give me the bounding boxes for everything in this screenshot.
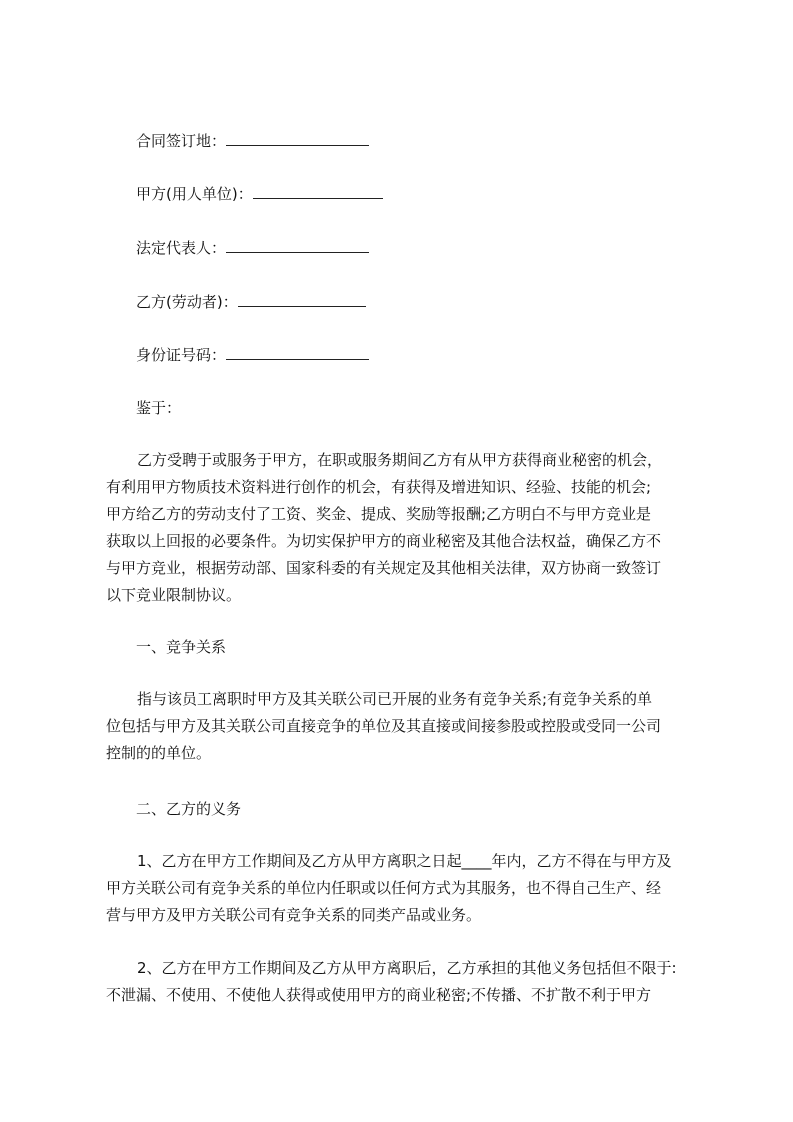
section-2-item-1 [106,848,706,929]
section-2-item-1-line: 1、乙方在甲方工作期间及乙方从甲方离职之日起____年内，乙方不得在与甲方及 [137,852,672,870]
section-1-line: 指与该员工离职时甲方及其关联公司已开展的业务有竞争关系;有竞争关系的单 [137,690,653,708]
signing-place-label: 合同签订地： [136,132,227,150]
intro-line: 以下竞业限制协议。 [106,586,242,604]
section-1-title: 一、竞争关系 [136,638,227,656]
section-2-item-1-line: 甲方关联公司有竞争关系的单位内任职或以任何方式为其服务，也不得自己生产、经 [106,879,662,897]
intro-line: 获取以上回报的必要条件。为切实保护甲方的商业秘密及其他合法权益，确保乙方不 [106,532,662,550]
party-a-field [136,184,383,204]
party-b-label: 乙方(劳动者)： [136,293,238,311]
id-number-label: 身份证号码： [136,346,227,364]
section-2-item-1-line: 营与甲方及甲方关联公司有竞争关系的同类产品或业务。 [106,906,482,924]
whereas-heading: 鉴于： [136,399,182,417]
signing-place-blank[interactable] [226,131,369,146]
intro-line: 甲方给乙方的劳动支付了工资、奖金、提成、奖励等报酬;乙方明白不与甲方竞业是 [106,505,652,523]
id-number-blank[interactable] [226,345,369,360]
legal-rep-field [136,238,369,258]
legal-rep-blank[interactable] [226,238,369,253]
intro-line: 有利用甲方物质技术资料进行创作的机会，有获得及增进知识、经验、技能的机会; [106,478,652,496]
section-1-paragraph [106,686,706,767]
party-a-blank[interactable] [253,184,383,199]
signing-place-field [136,131,369,151]
id-number-field [136,345,369,365]
section-1-line: 位包括与甲方及其关联公司直接竞争的单位及其直接或间接参股或控股或受同一公司 [106,717,662,735]
party-b-blank[interactable] [238,292,366,307]
section-1-line: 控制的的单位。 [106,744,212,762]
section-2-item-2-line: 不泄漏、不使用、不使他人获得或使用甲方的商业秘密;不传播、不扩散不利于甲方 [106,986,652,1004]
intro-line: 与甲方竞业，根据劳动部、国家科委的有关规定及其他相关法律，双方协商一致签订 [106,559,662,577]
section-2-title: 二、乙方的义务 [136,800,242,818]
party-b-field [136,292,366,312]
intro-line: 乙方受聘于或服务于甲方，在职或服务期间乙方有从甲方获得商业秘密的机会， [137,451,663,469]
intro-paragraph [106,447,706,609]
section-2-item-2-line: 2、乙方在甲方工作期间及乙方从甲方离职后，乙方承担的其他义务包括但不限于: [137,959,677,977]
legal-rep-label: 法定代表人： [136,239,227,257]
section-2-item-2 [106,955,706,1009]
party-a-label: 甲方(用人单位)： [136,185,253,203]
